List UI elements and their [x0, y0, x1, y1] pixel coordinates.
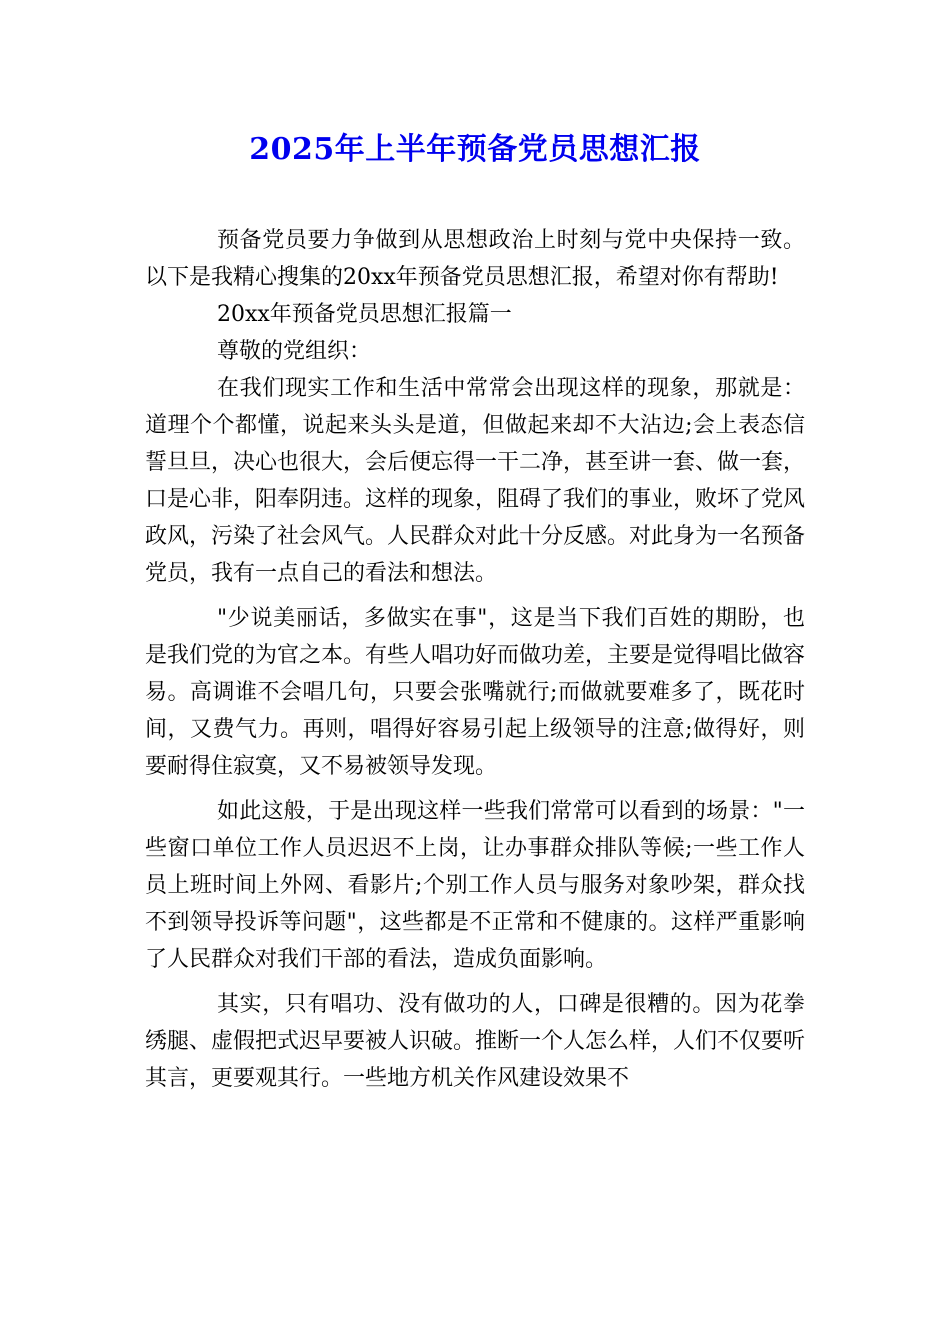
document-title: 2025年上半年预备党员思想汇报 — [249, 132, 701, 167]
body-paragraph: "少说美丽话，多做实在事"，这是当下我们百姓的期盼，也是我们党的为官之本。有些人唱功好而做功差，主要是觉得唱比做容易。高调谁不会唱几句，只要会张嘴就行;而做就要难多了，既花时间，又费气力。再则，唱得好容易引起上级领导的注意;做得好，则要耐得住寂寞，又不易被领导发现。 — [145, 606, 806, 779]
body-paragraph: 其实，只有唱功、没有做功的人，口碑是很糟的。因为花拳绣腿、虚假把式迟早要被人识破。推断一个人怎么样，人们不仅要听其言，更要观其行。一些地方机关作风建设效果不 — [145, 992, 806, 1091]
section-heading: 20xx年预备党员思想汇报篇一 — [217, 302, 512, 327]
body-paragraph: 如此这般，于是出现这样一些我们常常可以看到的场景："一些窗口单位工作人员迟迟不上岗，让办事群众排队等候;一些工作人员上班时间上外网、看影片;个别工作人员与服务对象吵架，群众找不到领导投诉等问题"，这些都是不正常和不健康的。这样严重影响了人民群众对我们干部的看法，造成负面影响。 — [145, 799, 805, 972]
document-body — [145, 222, 805, 1097]
body-paragraph: 在我们现实工作和生活中常常会出现这样的现象，那就是：道理个个都懂，说起来头头是道，但做起来却不大沾边;会上表态信誓旦旦，决心也很大，会后便忘得一干二净，甚至讲一套、做一套，口是心非，阳奉阴违。这样的现象，阻碍了我们的事业，败坏了党风政风，污染了社会风气。人民群众对此十分反感。对此身为一名预备党员，我有一点自己的看法和想法。 — [145, 376, 806, 586]
salutation: 尊敬的党组织： — [217, 339, 372, 364]
intro-paragraph: 预备党员要力争做到从思想政治上时刻与党中央保持一致。以下是我精心搜集的20xx年预备党员思想汇报，希望对你有帮助! — [145, 228, 805, 290]
